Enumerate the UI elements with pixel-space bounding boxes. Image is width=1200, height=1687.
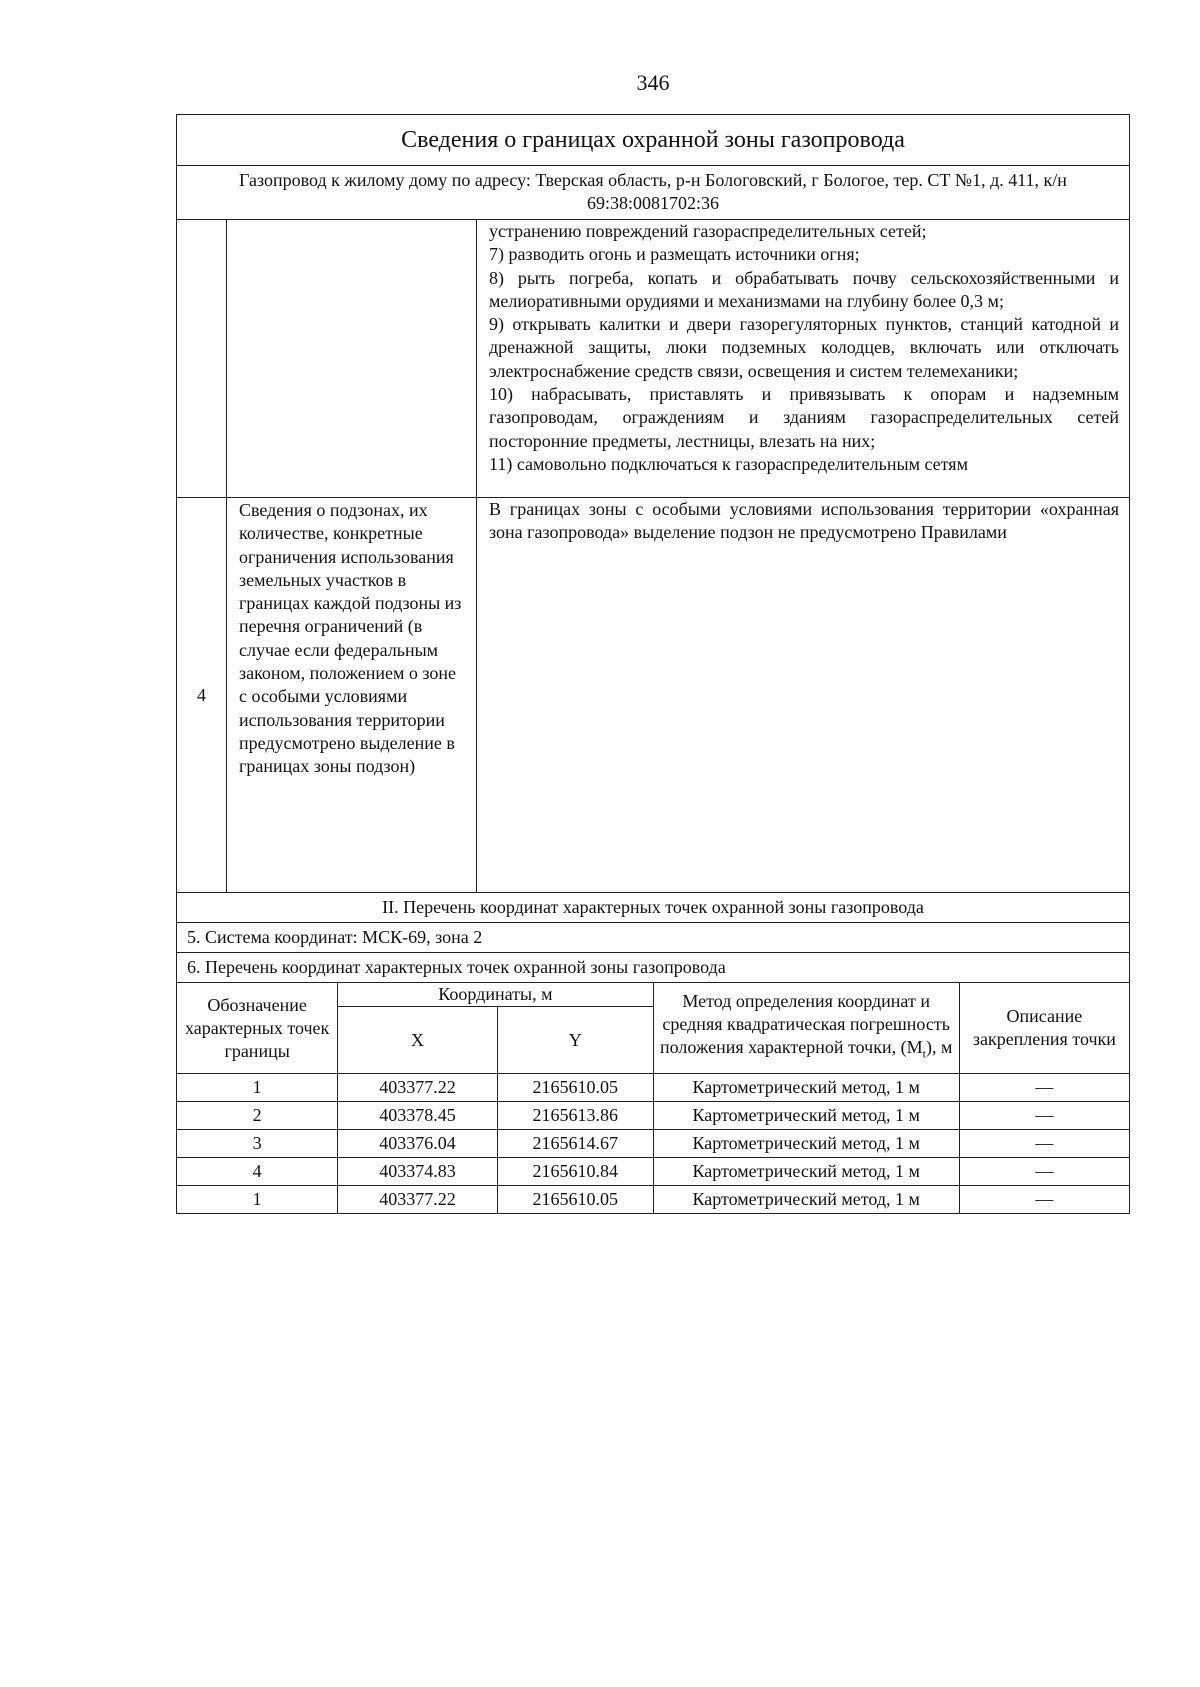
cell-y: 2165610.05 [497,1074,653,1102]
object-address: Газопровод к жилому дому по адресу: Тверская область, р-н Бологовский, г Бологое, тер. СТ №1, д. 411, к/н 69:38:0081702:36 [177,166,1129,220]
row-number-cell [177,220,227,497]
table-row [177,1102,1129,1130]
cell-y: 2165610.84 [497,1158,653,1186]
restriction-line: 9) открывать калитки и двери газорегуляторных пунктов, станций катодной и дренажной защиты, люки подземных колодцев, включать или отключать электроснабжение средств связи, освещения и систем телемеханики; [489,314,1119,381]
restriction-line: 8) рыть погреба, копать и обрабатывать почву сельскохозяйственными и мелиоративными орудиями и механизмами на глубину более 0,3 м; [489,267,1119,311]
cell-description: — [959,1186,1129,1214]
row-label-cell [227,220,477,497]
cell-point: 1 [177,1074,338,1102]
cell-point: 3 [177,1130,338,1158]
header-description: Описание закрепления точки [959,983,1129,1074]
table-row [177,1158,1129,1186]
document-title: Сведения о границах охранной зоны газопровода [177,115,1129,166]
header-y: Y [497,1007,653,1074]
cell-point: 1 [177,1186,338,1214]
restriction-line: устранению повреждений газораспределительных сетей; [489,221,927,241]
cell-x: 403378.45 [338,1102,498,1130]
header-x: X [338,1007,498,1074]
restrictions-row-continued [177,220,1129,498]
table-row [177,1074,1129,1102]
subzones-text: В границах зоны с особыми условиями использования территории «охранная зона газопровода» выделение подзон не предусмотрено Правилами [489,499,1119,543]
cell-x: 403377.22 [338,1074,498,1102]
coordinate-system: 5. Система координат: МСК-69, зона 2 [177,923,1129,953]
page-number: 346 [636,70,670,95]
cell-x: 403377.22 [338,1186,498,1214]
row-number: 4 [177,498,227,892]
cell-method: Картометрический метод, 1 м [653,1186,959,1214]
restriction-line: 10) набрасывать, приставлять и привязывать к опорам и надземным газопроводам, ограждениям и зданиям газораспределительных сетей посторонние предметы, лестницы, влезать на них; [489,384,1119,451]
restriction-line: 11) самовольно подключаться к газораспределительным сетям [489,453,968,474]
cell-method: Картометрический метод, 1 м [653,1158,959,1186]
cell-description: — [959,1074,1129,1102]
restriction-line: 7) разводить огонь и размещать источники огня; [489,244,860,265]
table-row [177,1130,1129,1158]
cell-point: 2 [177,1102,338,1130]
cell-y: 2165613.86 [497,1102,653,1130]
cell-x: 403376.04 [338,1130,498,1158]
cell-description: — [959,1102,1129,1130]
coordinates-table [177,983,1129,1213]
header-point: Обозначение характерных точек границы [177,983,338,1074]
cell-description: — [959,1158,1129,1186]
document-table [176,114,1130,1214]
cell-description: — [959,1130,1129,1158]
coordinates-list-title: 6. Перечень координат характерных точек охранной зоны газопровода [177,953,1129,983]
cell-point: 4 [177,1158,338,1186]
subzones-label: Сведения о подзонах, их количестве, конкретные ограничения использования земельных участков в границах каждой подзоны из перечня ограничений (в случае если федеральным законом, положением о зоне с особыми условиями использования территории предусмотрено выделение в границах зоны подзон) [227,498,477,892]
cell-y: 2165610.05 [497,1186,653,1214]
cell-method: Картометрический метод, 1 м [653,1074,959,1102]
header-coordinates: Координаты, м [338,983,653,1007]
cell-y: 2165614.67 [497,1130,653,1158]
cell-method: Картометрический метод, 1 м [653,1130,959,1158]
restrictions-text [477,220,1129,497]
section-2-title: II. Перечень координат характерных точек охранной зоны газопровода [177,893,1129,923]
subzones-row [177,498,1129,893]
table-row [177,1186,1129,1214]
cell-x: 403374.83 [338,1158,498,1186]
header-method: Метод определения координат и средняя квадратическая погрешность положения характерной точки, $(M_t)$, м [653,983,959,1074]
cell-method: Картометрический метод, 1 м [653,1102,959,1130]
